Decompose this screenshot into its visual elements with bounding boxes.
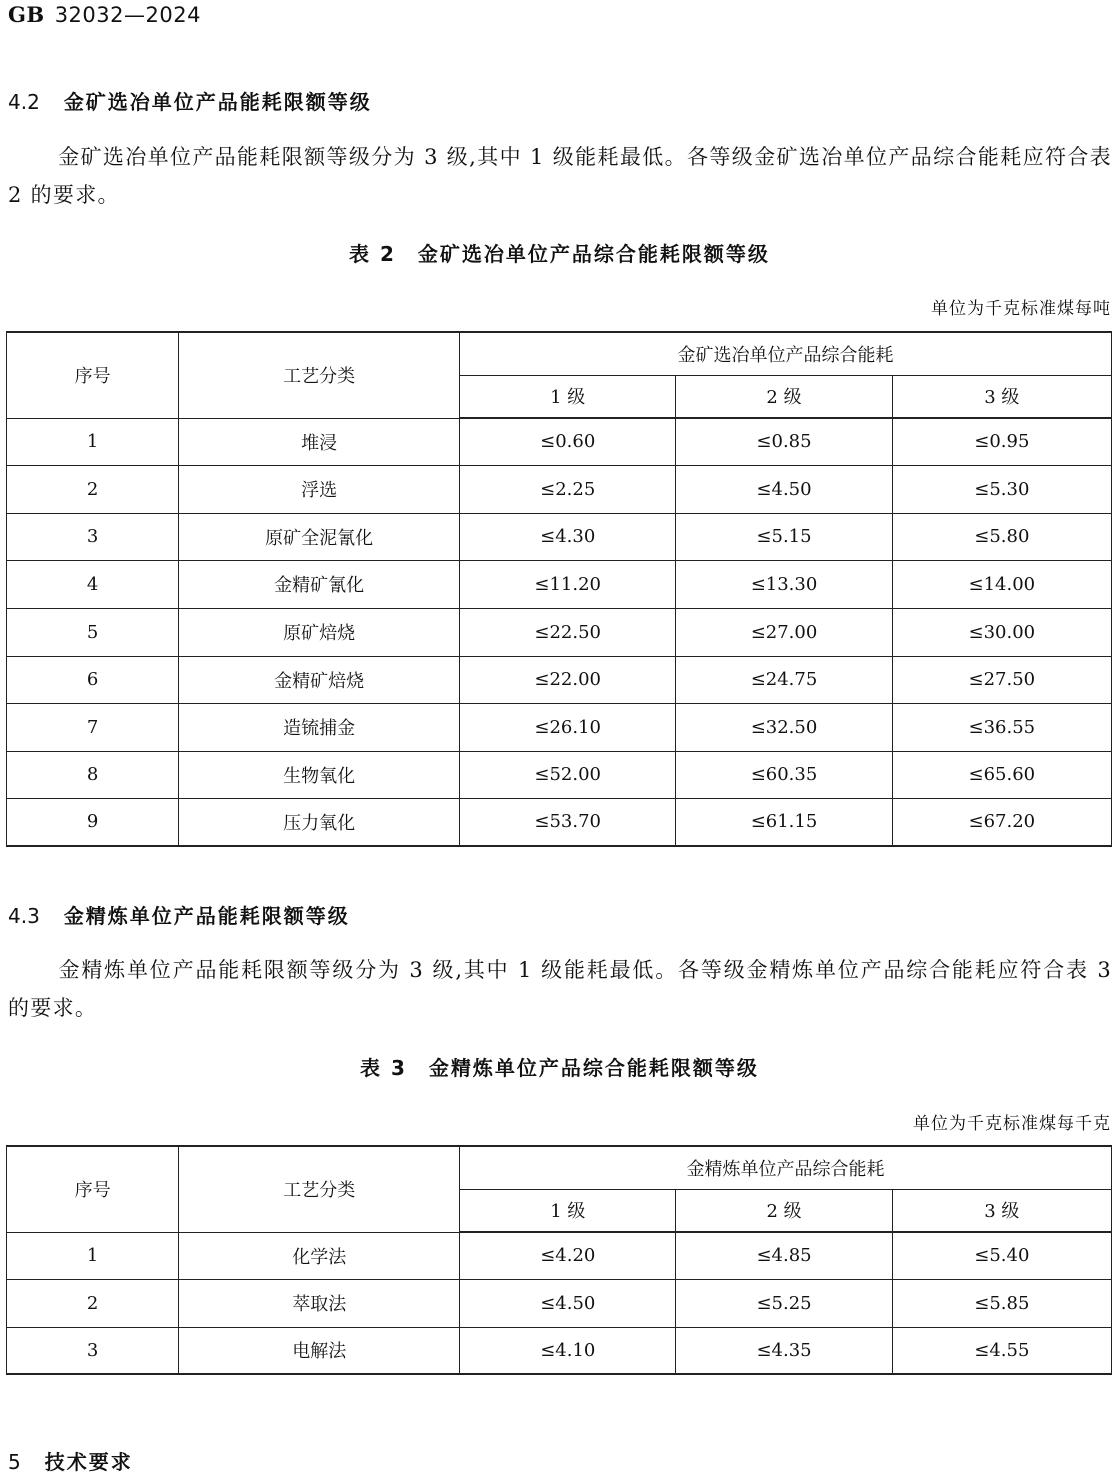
table-2-unit: 单位为千克标准煤每吨 — [931, 299, 1111, 319]
table-3 — [6, 1145, 1112, 1375]
header-process: 工艺分类 — [179, 332, 460, 418]
section-title: 技术要求 — [44, 1450, 133, 1474]
table-2 — [6, 331, 1112, 847]
cell-process: 萃取法 — [179, 1279, 460, 1327]
standard-number — [8, 2, 201, 27]
header-grade-1: 1 级 — [460, 375, 676, 418]
header-process: 工艺分类 — [179, 1146, 460, 1232]
cell-grade-1: ≤52.00 — [460, 751, 676, 798]
table-row — [7, 608, 1112, 656]
cell-grade-1: ≤4.50 — [460, 1279, 676, 1327]
cell-seq: 2 — [7, 465, 179, 513]
header-grade-2: 2 级 — [676, 1189, 892, 1232]
section-4-3-heading — [8, 900, 350, 929]
header-grade-3: 3 级 — [892, 1189, 1111, 1232]
cell-grade-2: ≤61.15 — [676, 798, 892, 846]
section-title: 金精炼单位产品能耗限额等级 — [63, 904, 350, 928]
table-row — [7, 1279, 1112, 1327]
cell-process: 压力氧化 — [179, 798, 460, 846]
section-4-2-heading — [8, 86, 372, 115]
table-row — [7, 418, 1112, 465]
standard-code: 32032—2024 — [54, 3, 201, 27]
cell-seq: 2 — [7, 1279, 179, 1327]
cell-grade-1: ≤11.20 — [460, 560, 676, 608]
cell-grade-2: ≤4.85 — [676, 1232, 892, 1279]
cell-process: 堆浸 — [179, 418, 460, 465]
table-3-unit: 单位为千克标准煤每千克 — [913, 1114, 1111, 1134]
cell-process: 生物氧化 — [179, 751, 460, 798]
paragraph-text: 金精炼单位产品能耗限额等级分为 3 级,其中 1 级能耗最低。各等级金精炼单位产品综合能耗应符合表 3 的要求。 — [8, 958, 1112, 1020]
cell-grade-1: ≤4.10 — [460, 1327, 676, 1374]
section-title: 金矿选冶单位产品能耗限额等级 — [63, 90, 372, 114]
cell-seq: 3 — [7, 513, 179, 560]
table-row — [7, 1232, 1112, 1279]
table-row — [7, 560, 1112, 608]
cell-grade-3: ≤36.55 — [892, 703, 1111, 751]
table-3-title: 表 3 金精炼单位产品综合能耗限额等级 — [360, 1056, 759, 1080]
cell-grade-3: ≤5.30 — [892, 465, 1111, 513]
cell-grade-2: ≤24.75 — [676, 656, 892, 703]
cell-grade-3: ≤5.85 — [892, 1279, 1111, 1327]
cell-grade-2: ≤13.30 — [676, 560, 892, 608]
cell-process: 原矿焙烧 — [179, 608, 460, 656]
cell-grade-3: ≤27.50 — [892, 656, 1111, 703]
header-seq: 序号 — [7, 1146, 179, 1232]
section-number: 5 — [8, 1450, 21, 1474]
cell-grade-3: ≤4.55 — [892, 1327, 1111, 1374]
cell-grade-2: ≤5.25 — [676, 1279, 892, 1327]
cell-grade-2: ≤4.50 — [676, 465, 892, 513]
cell-grade-1: ≤26.10 — [460, 703, 676, 751]
cell-seq: 3 — [7, 1327, 179, 1374]
cell-seq: 4 — [7, 560, 179, 608]
header-group: 金精炼单位产品综合能耗 — [460, 1146, 1112, 1189]
table-row — [7, 798, 1112, 846]
cell-grade-2: ≤5.15 — [676, 513, 892, 560]
cell-process: 浮选 — [179, 465, 460, 513]
cell-grade-1: ≤2.25 — [460, 465, 676, 513]
section-4-3-paragraph — [8, 951, 1112, 1027]
cell-seq: 8 — [7, 751, 179, 798]
paragraph-text: 金矿选冶单位产品能耗限额等级分为 3 级,其中 1 级能耗最低。各等级金矿选冶单位产品综合能耗应符合表 2 的要求。 — [8, 145, 1112, 207]
cell-grade-2: ≤0.85 — [676, 418, 892, 465]
cell-seq: 5 — [7, 608, 179, 656]
header-grade-3: 3 级 — [892, 375, 1111, 418]
header-grade-2: 2 级 — [676, 375, 892, 418]
cell-process: 原矿全泥氰化 — [179, 513, 460, 560]
table-2-title: 表 2 金矿选冶单位产品综合能耗限额等级 — [349, 242, 770, 266]
standard-prefix: GB — [8, 2, 45, 27]
cell-grade-1: ≤53.70 — [460, 798, 676, 846]
header-grade-1: 1 级 — [460, 1189, 676, 1232]
cell-grade-1: ≤4.20 — [460, 1232, 676, 1279]
cell-grade-3: ≤14.00 — [892, 560, 1111, 608]
cell-seq: 1 — [7, 418, 179, 465]
table-row — [7, 656, 1112, 703]
header-group: 金矿选冶单位产品综合能耗 — [460, 332, 1112, 375]
section-number: 4.3 — [8, 904, 40, 928]
table-row — [7, 513, 1112, 560]
cell-grade-1: ≤4.30 — [460, 513, 676, 560]
cell-process: 化学法 — [179, 1232, 460, 1279]
cell-grade-3: ≤67.20 — [892, 798, 1111, 846]
cell-grade-2: ≤4.35 — [676, 1327, 892, 1374]
cell-process: 电解法 — [179, 1327, 460, 1374]
cell-grade-3: ≤65.60 — [892, 751, 1111, 798]
section-5-heading — [8, 1446, 133, 1475]
cell-grade-1: ≤22.00 — [460, 656, 676, 703]
cell-seq: 7 — [7, 703, 179, 751]
cell-process: 金精矿氰化 — [179, 560, 460, 608]
cell-grade-3: ≤0.95 — [892, 418, 1111, 465]
cell-grade-2: ≤27.00 — [676, 608, 892, 656]
cell-seq: 9 — [7, 798, 179, 846]
cell-grade-3: ≤5.40 — [892, 1232, 1111, 1279]
cell-grade-1: ≤22.50 — [460, 608, 676, 656]
section-4-2-paragraph — [8, 138, 1112, 214]
cell-grade-3: ≤5.80 — [892, 513, 1111, 560]
cell-seq: 6 — [7, 656, 179, 703]
table-row — [7, 1327, 1112, 1374]
cell-process: 金精矿焙烧 — [179, 656, 460, 703]
header-seq: 序号 — [7, 332, 179, 418]
cell-process: 造锍捕金 — [179, 703, 460, 751]
cell-grade-2: ≤60.35 — [676, 751, 892, 798]
table-row — [7, 703, 1112, 751]
cell-seq: 1 — [7, 1232, 179, 1279]
table-row — [7, 751, 1112, 798]
cell-grade-1: ≤0.60 — [460, 418, 676, 465]
section-number: 4.2 — [8, 90, 40, 114]
table-row — [7, 465, 1112, 513]
cell-grade-3: ≤30.00 — [892, 608, 1111, 656]
cell-grade-2: ≤32.50 — [676, 703, 892, 751]
